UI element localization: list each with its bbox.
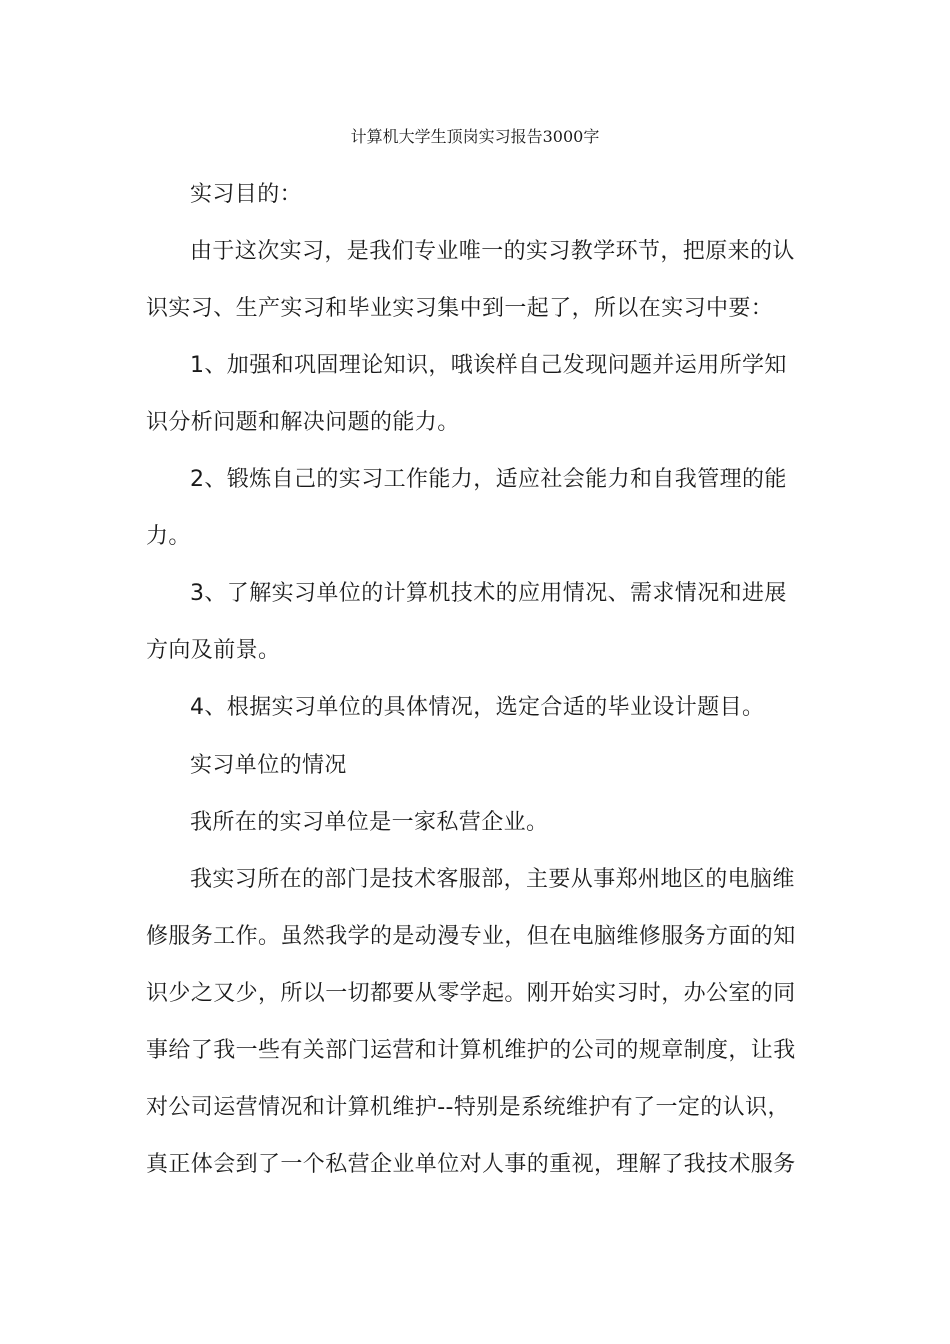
list-item-line: 4、根据实习单位的具体情况，选定合适的毕业设计题目。 <box>190 695 765 720</box>
paragraph-line: 识实习、生产实习和毕业实习集中到一起了，所以在实习中要： <box>146 296 774 321</box>
list-item-line: 2、锻炼自己的实习工作能力，适应社会能力和自我管理的能 <box>190 467 787 492</box>
paragraph-line: 修服务工作。虽然我学的是动漫专业，但在电脑维修服务方面的知 <box>146 924 796 949</box>
list-item-line: 方向及前景。 <box>146 638 281 663</box>
section-heading-unit: 实习单位的情况 <box>190 753 347 778</box>
paragraph-line: 真正体会到了一个私营企业单位对人事的重视，理解了我技术服务 <box>146 1152 796 1177</box>
paragraph-line: 由于这次实习，是我们专业唯一的实习教学环节，把原来的认 <box>190 239 795 264</box>
paragraph-line: 我实习所在的部门是技术客服部，主要从事郑州地区的电脑维 <box>190 867 795 892</box>
document-title: 计算机大学生顶岗实习报告3000字 <box>350 127 600 146</box>
paragraph-line: 我所在的实习单位是一家私营企业。 <box>190 810 549 835</box>
list-item-line: 识分析问题和解决问题的能力。 <box>146 410 460 435</box>
section-heading-purpose: 实习目的： <box>190 182 303 207</box>
list-item-line: 3、了解实习单位的计算机技术的应用情况、需求情况和进展 <box>190 581 787 606</box>
list-item-line: 1、加强和巩固理论知识，哦诶样自己发现问题并运用所学知 <box>190 353 787 378</box>
paragraph-line: 对公司运营情况和计算机维护--特别是系统维护有了一定的认识， <box>146 1095 790 1120</box>
paragraph-line: 识少之又少，所以一切都要从零学起。刚开始实习时，办公室的同 <box>146 981 796 1006</box>
list-item-line: 力。 <box>146 524 191 549</box>
paragraph-line: 事给了我一些有关部门运营和计算机维护的公司的规章制度，让我 <box>146 1038 796 1063</box>
